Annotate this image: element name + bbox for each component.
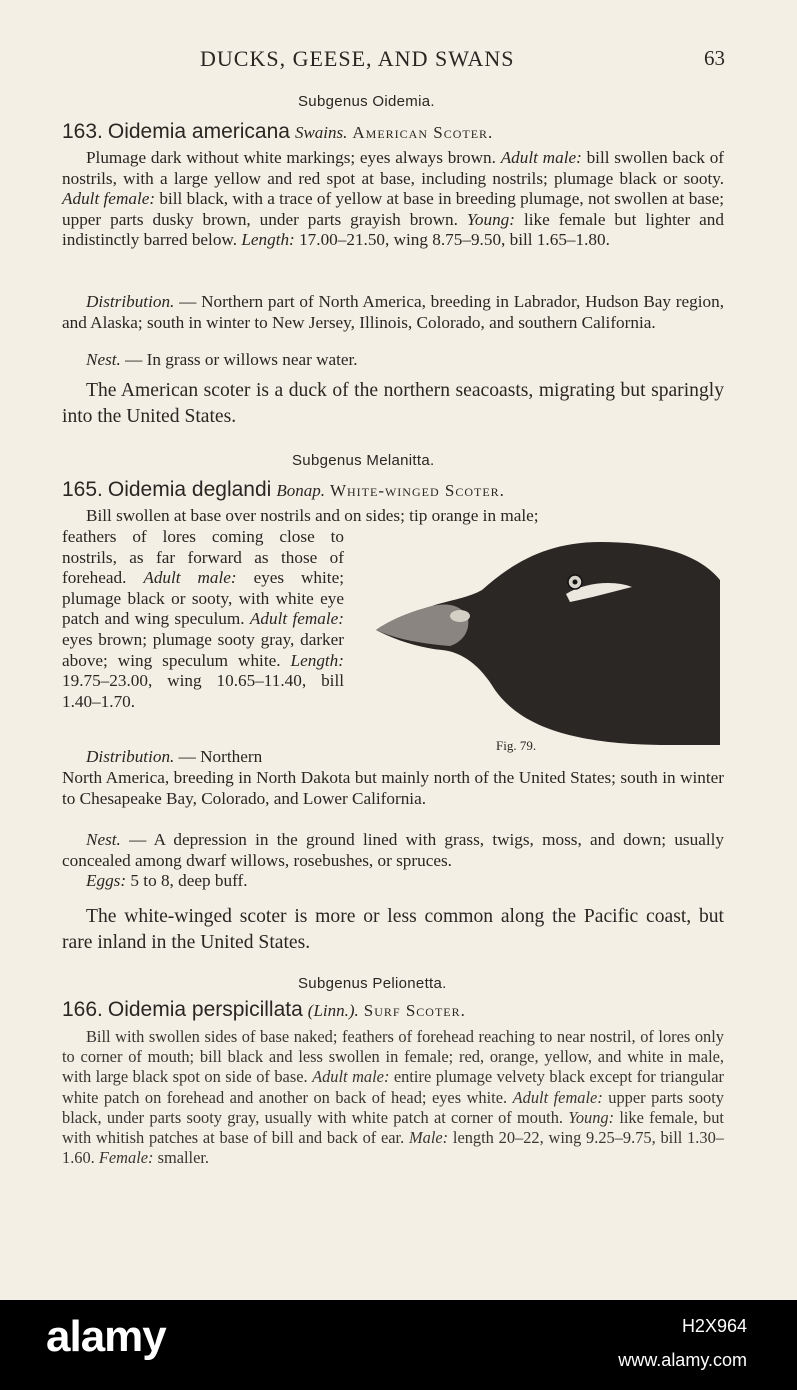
species-number: 166. [62, 998, 103, 1021]
header-title: DUCKS, GEESE, AND SWANS [200, 46, 515, 71]
scientific-name: Oidemia perspicillata [107, 998, 303, 1021]
common-name: American Scoter. [352, 123, 494, 142]
image-code: H2X964 [681, 1316, 747, 1336]
alamy-logo: alamy [46, 1312, 166, 1361]
scientific-name: Oidemia americana [107, 120, 290, 143]
subgenus-heading: Subgenus Pelionetta. [298, 975, 447, 992]
species-number: 163. [62, 120, 103, 143]
species-description: Plumage dark without white markings; eyes always brown. Adult male: bill swollen back of nostrils, with a large yellow and red spot at base, including nostrils; plumage black or sooty. Adult female: bill black, with a trace of yellow at base in breeding plumage, not swollen at base; upper parts dusky brown, under parts grayish brown. Young: like female but lighter and indistinctly barred below. Length: 17.00–21.50, wing 8.75–9.50, bill 1.65–1.80. [62, 148, 725, 250]
species-description: Bill with swollen sides of base naked; feathers of forehead reaching to near nostril, of lores only to corner of mouth; bill black and less swollen in female; red, orange, yellow, and white in male, with large black spot on side of base. Adult male: entire plumage velvety black except for triangular white patch on forehead and another on back of head; eyes white. Adult female: upper parts sooty black, under parts sooty gray, usually with white patch at corner of mouth. Young: like female, but with whitish patches at base of bill and back of ear. Male: length 20–22, wing 9.25–9.75, bill 1.30–1.60. Female: smaller. [62, 1027, 724, 1168]
figure-caption: Fig. 79. [496, 738, 537, 753]
distribution-column: Distribution. — Northern [86, 747, 263, 766]
page-number: 63 [704, 46, 725, 70]
site-url: www.alamy.com [618, 1350, 747, 1370]
species-description-line: Bill swollen at base over nostrils and on sides; tip orange in male; [86, 506, 539, 525]
common-name: Surf Scoter. [363, 1001, 466, 1020]
common-name: White-winged Scoter. [329, 481, 505, 500]
scientific-name: Oidemia deglandi [107, 478, 272, 501]
eye-pupil [573, 580, 578, 585]
species-heading [62, 478, 505, 502]
subgenus-heading: Subgenus Oidemia. [298, 93, 435, 110]
distribution-paragraph: North America, breeding in North Dakota but mainly north of the United States; south in winter to Chesapeake Bay, Colorado, and Lower California. [62, 768, 724, 808]
eggs-paragraph: Eggs: 5 to 8, deep buff. [86, 871, 248, 890]
species-note: The American scoter is a duck of the northern seacoasts, migrating but sparingly into the United States. [62, 380, 724, 427]
lore-mark [450, 610, 470, 622]
nest-paragraph: Nest. — A depression in the ground lined with grass, twigs, moss, and down; usually concealed among dwarf willows, rosebushes, or spruces. [62, 830, 724, 870]
nest-paragraph: Nest. — In grass or willows near water. [86, 350, 358, 369]
running-header [0, 46, 797, 76]
distribution-paragraph: Distribution. — Northern part of North America, breeding in Labrador, Hudson Bay region, and Alaska; south in winter to New Jersey, Illinois, Colorado, and southern California. [62, 292, 724, 332]
author-name: Bonap. [276, 481, 325, 500]
bill-shape [376, 605, 468, 647]
author-name: (Linn.). [307, 1001, 359, 1020]
species-description-column: feathers of lores coming close to nostrils, as far forward as those of forehead. Adult male: eyes white; plumage black or sooty, with white eye patch and wing speculum. Adult female: eyes brown; plumage sooty gray, darker above; wing speculum white. Length: 19.75–23.00, wing 10.65–11.40, bill 1.40–1.70. [62, 527, 344, 711]
species-note: The white-winged scoter is more or less common along the Pacific coast, but rare inland in the United States. [62, 906, 724, 953]
species-number: 165. [62, 478, 103, 501]
stock-watermark-bar [0, 1300, 797, 1390]
species-heading [62, 998, 466, 1022]
scoter-head-illustration [370, 540, 720, 750]
author-name: Swains. [294, 123, 348, 142]
species-heading [62, 120, 493, 144]
subgenus-heading: Subgenus Melanitta. [292, 452, 435, 469]
